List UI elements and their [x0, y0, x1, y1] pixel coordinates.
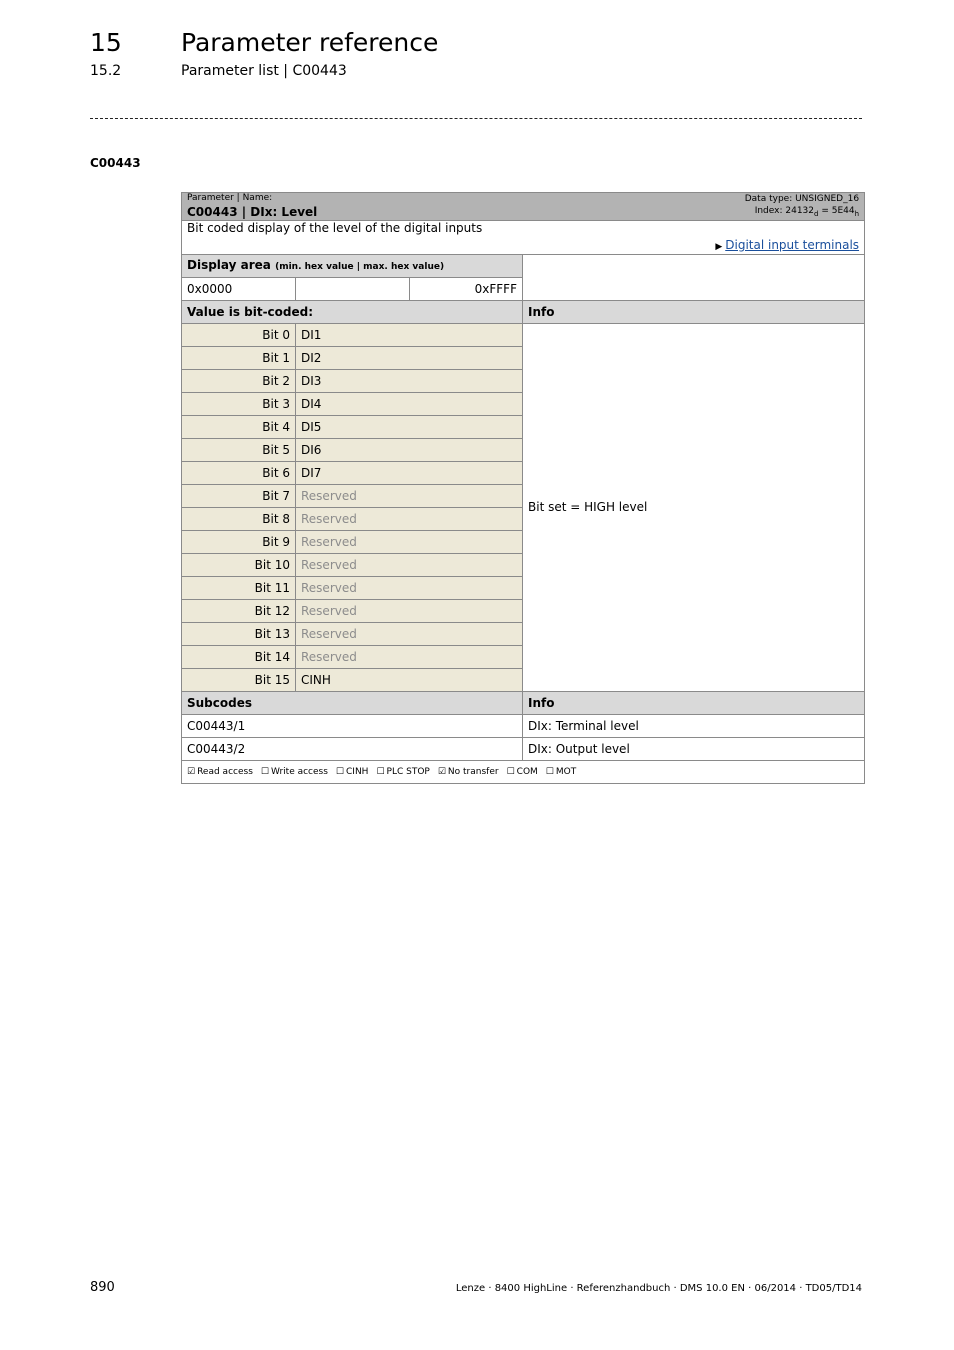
access-row — [182, 760, 865, 783]
description-text: Bit coded display of the level of the digital inputs — [187, 220, 483, 235]
section-number: 15.2 — [90, 63, 122, 79]
param-type-block — [745, 193, 859, 220]
bit-name: DI1 — [296, 323, 523, 346]
access-flag — [438, 767, 499, 777]
bit-label: Bit 1 — [182, 346, 296, 369]
bit-name: DI3 — [296, 369, 523, 392]
bit-label: Bit 7 — [182, 484, 296, 507]
checkbox-empty-icon: ☐ — [545, 766, 554, 777]
index-hex-sub: h — [854, 209, 860, 218]
subcodes-header-row — [182, 691, 865, 714]
param-index — [745, 205, 859, 220]
access-flag-label: Write access — [270, 766, 328, 777]
access-flags-cell — [182, 760, 865, 783]
page-number: 890 — [90, 1280, 115, 1295]
bit-label: Bit 4 — [182, 415, 296, 438]
description-cell — [182, 220, 865, 254]
max-value: 0xFFFF — [410, 277, 523, 300]
subcode-code: C00443/1 — [182, 714, 523, 737]
access-flag — [261, 767, 328, 777]
bit-name: CINH — [296, 668, 523, 691]
checkbox-empty-icon: ☐ — [260, 766, 269, 777]
chapter-title: Parameter reference — [181, 28, 439, 57]
bit-label: Bit 9 — [182, 530, 296, 553]
chapter-number: 15 — [90, 28, 122, 57]
checkbox-empty-icon: ☐ — [376, 766, 385, 777]
bit-name: Reserved — [296, 507, 523, 530]
header-divider — [90, 118, 862, 119]
subcode-code: C00443/2 — [182, 737, 523, 760]
data-type: Data type: UNSIGNED_16 — [744, 194, 860, 204]
display-area-hint: (min. hex value | max. hex value) — [275, 261, 445, 272]
checkbox-empty-icon: ☐ — [335, 766, 344, 777]
bit-label: Bit 5 — [182, 438, 296, 461]
bit-label: Bit 14 — [182, 645, 296, 668]
display-area-header-row — [182, 254, 865, 277]
access-flag-label: CINH — [346, 766, 369, 777]
access-flag — [507, 767, 538, 777]
index-dec-sub: d — [814, 209, 819, 218]
access-flag — [546, 767, 576, 777]
display-area-label: Display area — [187, 257, 271, 272]
bit-name: DI2 — [296, 346, 523, 369]
access-flag-label: COM — [516, 766, 538, 777]
subcodes-info-label: Info — [523, 691, 865, 714]
bit-label: Bit 15 — [182, 668, 296, 691]
bit-name: Reserved — [296, 622, 523, 645]
bit-row — [182, 323, 865, 346]
bit-name: DI7 — [296, 461, 523, 484]
bit-name: Reserved — [296, 484, 523, 507]
param-name-label: Parameter | Name: — [187, 193, 273, 203]
subcode-row — [182, 714, 865, 737]
subcode-info: DIx: Terminal level — [523, 714, 865, 737]
bit-name: DI4 — [296, 392, 523, 415]
bit-label: Bit 3 — [182, 392, 296, 415]
param-header-row — [182, 193, 865, 221]
digital-input-terminals-link[interactable]: Digital input terminals — [725, 237, 860, 252]
bit-name: Reserved — [296, 530, 523, 553]
display-area-info-cell — [523, 254, 865, 300]
bit-info-label: Info — [523, 300, 865, 323]
checkbox-empty-icon: ☐ — [506, 766, 515, 777]
bit-name: Reserved — [296, 645, 523, 668]
index-mid: = 5E44 — [818, 206, 855, 216]
bit-label: Bit 2 — [182, 369, 296, 392]
min-value: 0x0000 — [182, 277, 296, 300]
bit-label: Bit 11 — [182, 576, 296, 599]
checkbox-checked-icon: ☑ — [187, 766, 196, 777]
bit-name: Reserved — [296, 599, 523, 622]
param-name-block — [187, 193, 317, 219]
subcodes-label: Subcodes — [182, 691, 523, 714]
bit-label: Bit 6 — [182, 461, 296, 484]
bit-name: Reserved — [296, 553, 523, 576]
param-header-cell — [182, 193, 865, 221]
bit-name: Reserved — [296, 576, 523, 599]
access-flag-label: PLC STOP — [386, 766, 430, 777]
access-flag — [376, 767, 429, 777]
bit-name: DI5 — [296, 415, 523, 438]
mid-value — [296, 277, 410, 300]
checkbox-checked-icon: ☑ — [437, 766, 446, 777]
footer-text: Lenze · 8400 HighLine · Referenzhandbuch · DMS 10.0 EN · 06/2014 · TD05/TD14 — [455, 1283, 862, 1294]
subcode-row — [182, 737, 865, 760]
access-flag-label: MOT — [555, 766, 577, 777]
index-prefix: Index: 24132 — [754, 206, 815, 216]
bitcoded-header-row — [182, 300, 865, 323]
bit-label: Bit 0 — [182, 323, 296, 346]
bit-label: Bit 12 — [182, 599, 296, 622]
display-area-label-cell — [182, 254, 523, 277]
bit-name: DI6 — [296, 438, 523, 461]
bit-info: Bit set = HIGH level — [523, 323, 865, 691]
caret-right-icon: ▶ — [715, 241, 723, 252]
access-flag — [187, 767, 253, 777]
param-name: C00443 | DIx: Level — [187, 205, 318, 219]
access-flag — [336, 767, 369, 777]
access-flag-label: Read access — [197, 766, 253, 777]
digital-input-terminals-link-wrap — [187, 238, 859, 254]
bit-label: Bit 8 — [182, 507, 296, 530]
parameter-heading: C00443 — [90, 156, 141, 170]
subcode-info: DIx: Output level — [523, 737, 865, 760]
access-flag-label: No transfer — [447, 766, 499, 777]
bitcoded-label: Value is bit-coded: — [182, 300, 523, 323]
description-row — [182, 220, 865, 254]
bit-label: Bit 10 — [182, 553, 296, 576]
parameter-table — [181, 192, 865, 784]
bit-label: Bit 13 — [182, 622, 296, 645]
section-title: Parameter list | C00443 — [181, 63, 347, 79]
